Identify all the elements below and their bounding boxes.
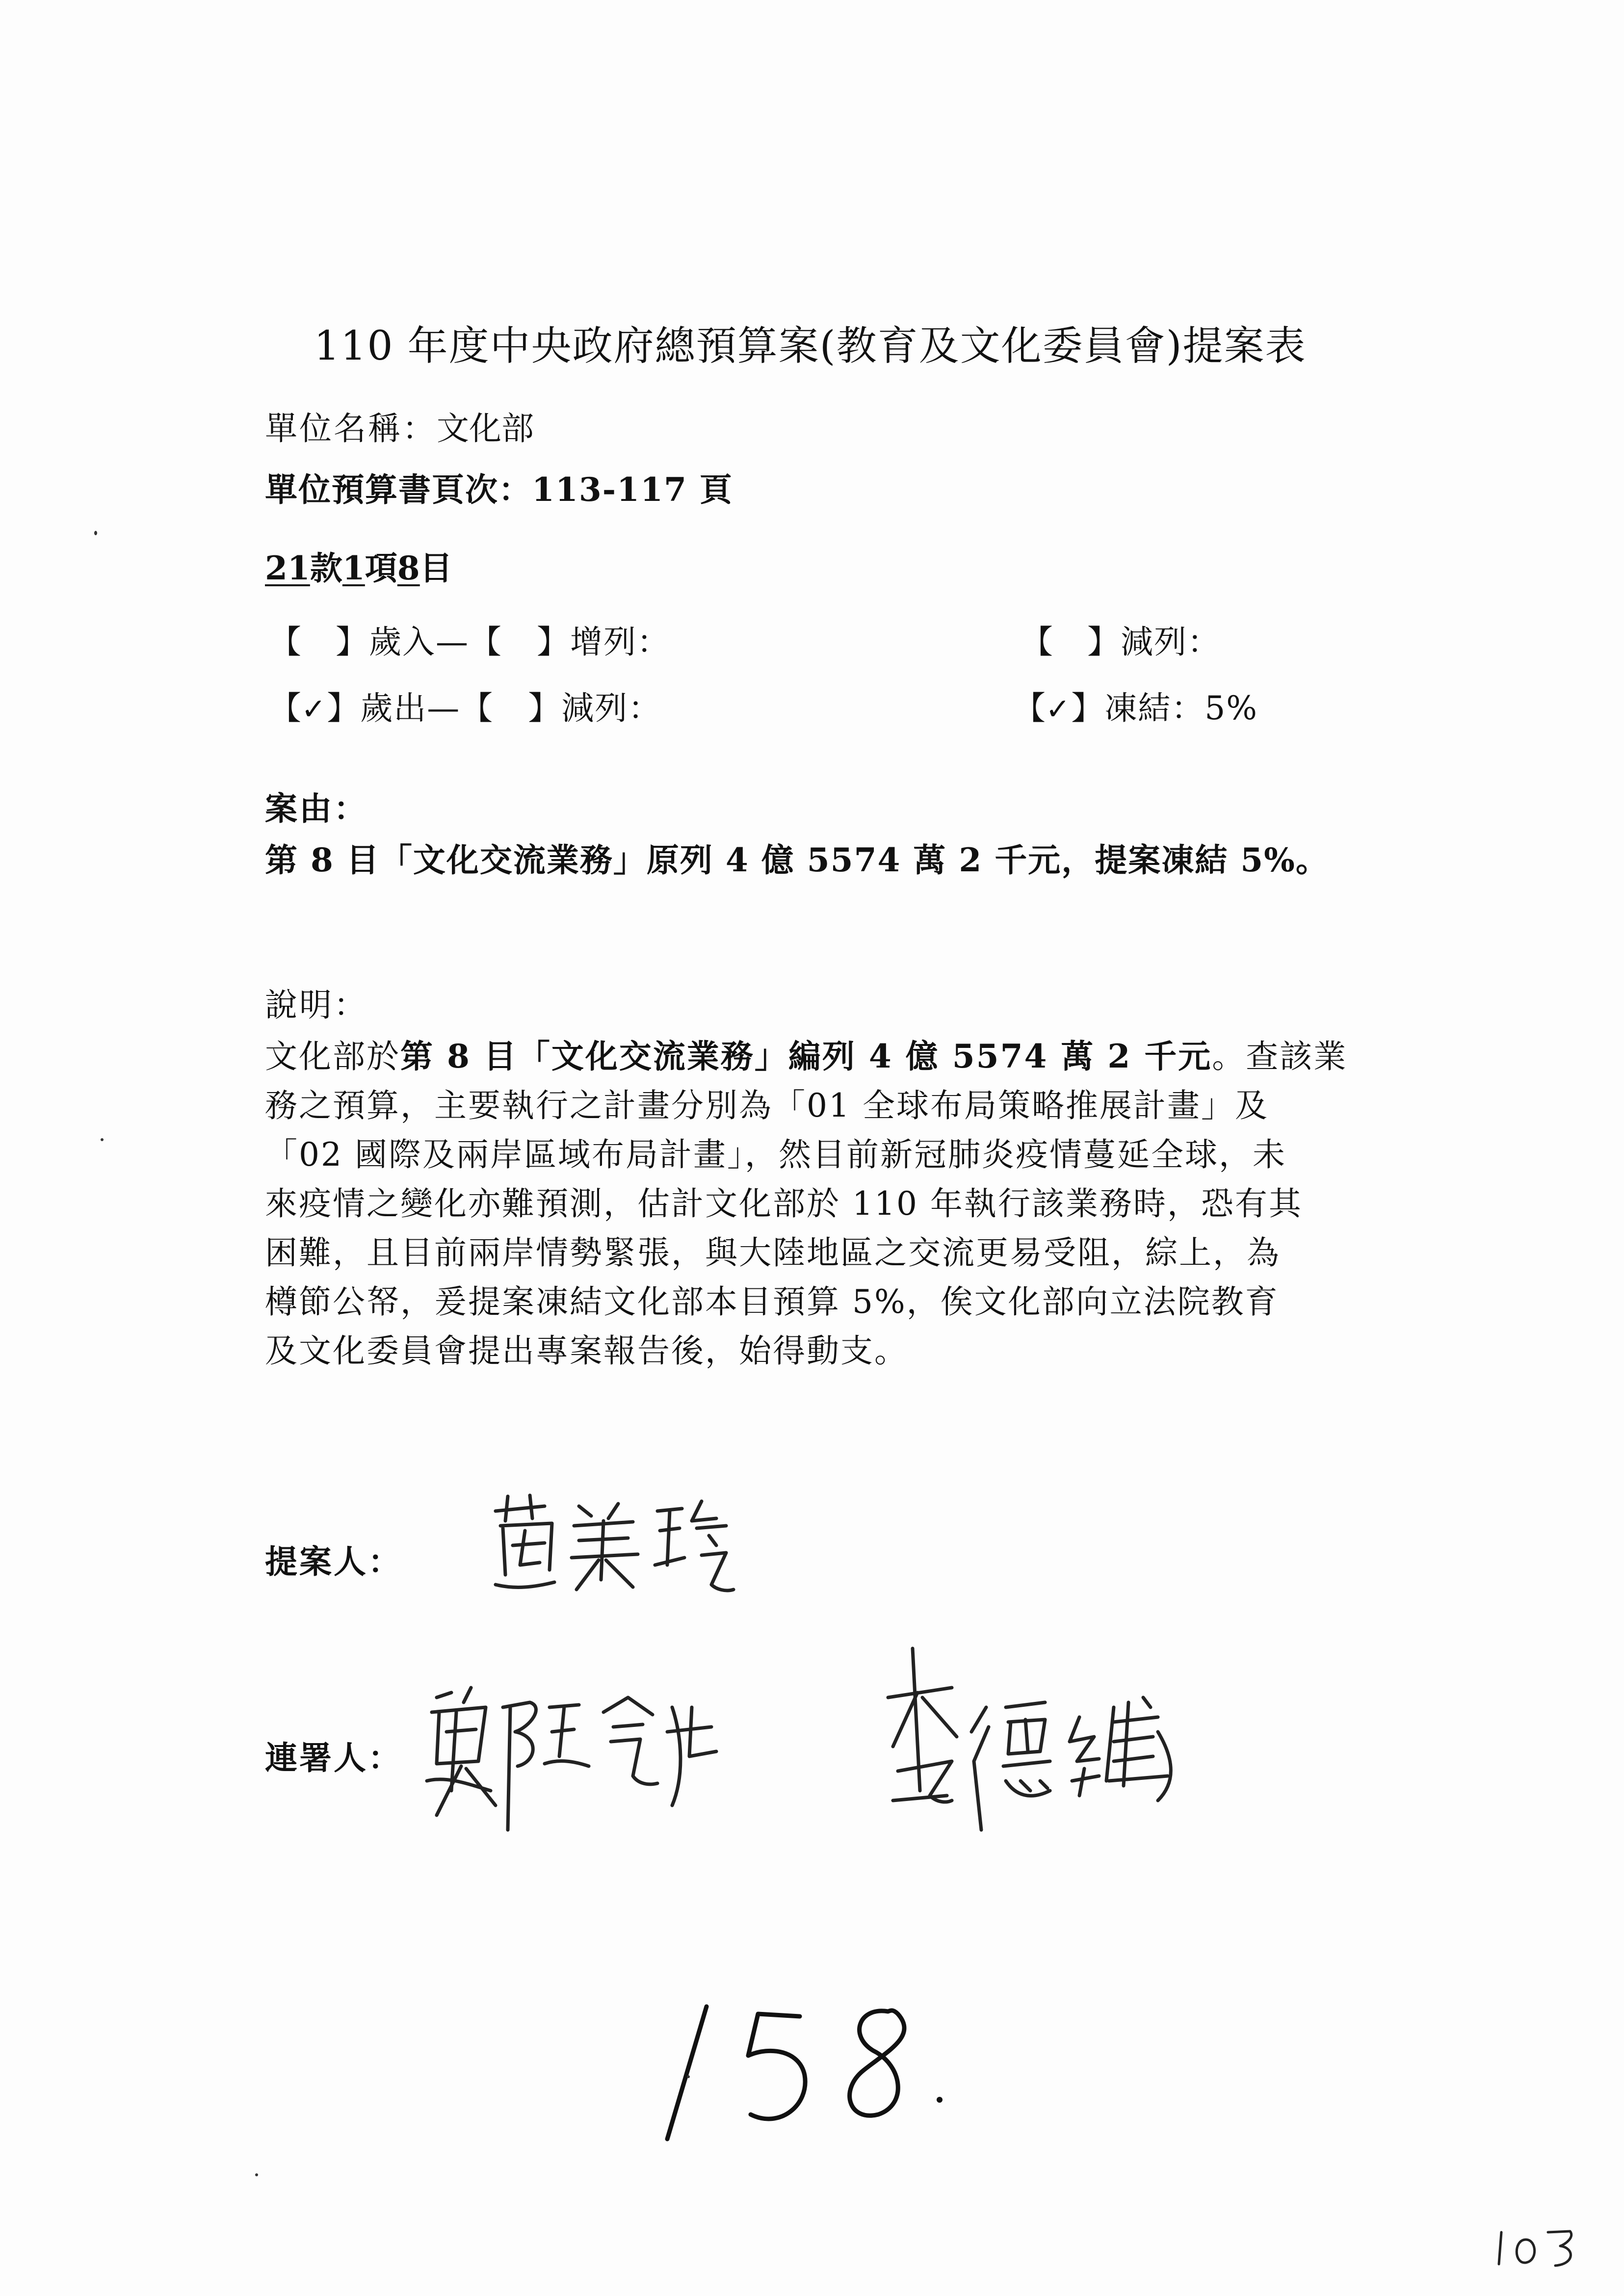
explanation-text: 文化部於 xyxy=(265,1038,400,1075)
bracket-open: 【 xyxy=(269,623,301,661)
check-mark-icon: ✓ xyxy=(1046,692,1072,727)
revenue-label: 】歲入—【 xyxy=(336,623,502,661)
scan-speck xyxy=(94,531,97,535)
explanation-line-3: 「02 國際及兩岸區域布局計畫」，然目前新冠肺炎疫情蔓延全球，未 xyxy=(265,1136,1286,1174)
explanation-line-5: 困難，且目前兩岸情勢緊張，與大陸地區之交流更易受阻，綜上，為 xyxy=(265,1234,1281,1272)
unit-name-value: 文化部 xyxy=(437,410,534,447)
explanation-bold-text: 第 8 目「文化交流業務」編列 4 億 5574 萬 2 千元 xyxy=(400,1037,1212,1075)
bracket-open: 【 xyxy=(1013,689,1046,727)
explanation-line-6: 樽節公帑，爰提案凍結文化部本目預算 5%，俟文化部向立法院教育 xyxy=(265,1283,1279,1321)
xiang-number: 1 xyxy=(342,549,365,587)
scan-speck xyxy=(101,1138,104,1141)
freeze-label: 】凍結：5% xyxy=(1071,689,1258,727)
handwritten-158 xyxy=(653,1992,996,2178)
unit-name-label: 單位名稱： xyxy=(265,410,437,447)
mu-number: 8 xyxy=(397,549,420,587)
budget-item-line xyxy=(265,542,452,589)
scan-speck xyxy=(255,2173,258,2176)
check-mark-icon: ✓ xyxy=(301,692,327,727)
budget-pages: 單位預算書頁次：113-117 頁 xyxy=(265,470,733,509)
kuan-number: 21 xyxy=(265,549,310,587)
explanation-text: 。查該業 xyxy=(1212,1038,1348,1075)
expenditure-decrease-option xyxy=(269,682,661,729)
cosigner-signature-2 xyxy=(883,1634,1217,1869)
bracket-open: 【 xyxy=(1021,623,1053,661)
cosigner-signature-1 xyxy=(417,1678,731,1840)
increase-label: 】增列： xyxy=(537,623,670,661)
revenue-increase-option xyxy=(269,616,670,662)
explanation-line-7: 及文化委員會提出專案報告後，始得動支。 xyxy=(265,1332,908,1370)
bracket-open: 【 xyxy=(269,689,301,727)
explanation-label: 說明： xyxy=(265,986,368,1024)
decrease-label: 】減列： xyxy=(528,689,662,727)
form-title: 110 年度中央政府總預算案(教育及文化委員會)提案表 xyxy=(314,323,1307,369)
xiang-word: 項 xyxy=(365,549,397,587)
scan-speck xyxy=(687,2075,690,2078)
explanation-line-1 xyxy=(265,1030,1347,1077)
mu-word: 目 xyxy=(419,549,452,587)
cosigner-label: 連署人： xyxy=(265,1739,402,1777)
kuan-word: 款 xyxy=(310,549,342,587)
decrease-label: 】減列： xyxy=(1087,623,1221,661)
reason-text: 第 8 目「文化交流業務」原列 4 億 5574 萬 2 千元，提案凍結 5%。 xyxy=(265,841,1329,879)
corner-page-mark xyxy=(1492,2218,1585,2271)
explanation-line-2: 務之預算，主要執行之計畫分別為「01 全球布局策略推展計畫」及 xyxy=(265,1087,1269,1124)
freeze-option xyxy=(1013,682,1258,729)
proposer-label: 提案人： xyxy=(265,1542,402,1581)
unit-name-line xyxy=(265,402,534,449)
reason-label: 案由： xyxy=(265,789,368,828)
revenue-decrease-option xyxy=(1021,616,1221,662)
explanation-line-4: 來疫情之變化亦難預測，估計文化部於 110 年執行該業務時，恐有其 xyxy=(265,1185,1303,1223)
expenditure-label: 】歲出—【 xyxy=(327,689,494,727)
proposer-signature xyxy=(486,1491,741,1604)
